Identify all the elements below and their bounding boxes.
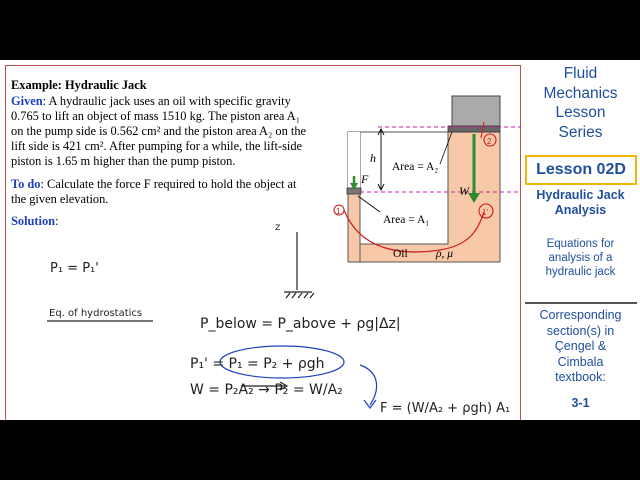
oil-label: Oil bbox=[393, 248, 408, 260]
series-line-4: Series bbox=[558, 123, 603, 141]
section-line-3: Çengel & bbox=[554, 339, 607, 353]
section-line-4: Cimbala bbox=[557, 354, 604, 369]
given-line-2: 0.765 to lift an object of mass 1510 kg. The piston area A₁ bbox=[11, 109, 301, 123]
given-line-4: lift side is 421 cm². After pumping for a while, the lift-side bbox=[11, 139, 303, 153]
hand-weight-relation: W = P₂A₂ → P₂ = W/A₂ bbox=[190, 382, 343, 398]
lesson-badge: Lesson 02D bbox=[525, 155, 637, 185]
sidebar-divider bbox=[525, 302, 637, 304]
height-label: h bbox=[370, 151, 376, 165]
ground-hatch bbox=[286, 293, 314, 298]
section-line-5: textbook: bbox=[555, 370, 606, 384]
hand-hydrostatic-formula: P_below = P_above + ρg|Δz| bbox=[200, 316, 401, 332]
todo-line-2: the given elevation. bbox=[11, 192, 109, 206]
lesson-description bbox=[521, 237, 640, 279]
desc-line-3: hydraulic jack bbox=[545, 266, 616, 278]
area2-label: Area = A₂ bbox=[392, 161, 439, 173]
example-title: Example: Hydraulic Jack bbox=[11, 78, 147, 92]
textbook-sections bbox=[521, 308, 640, 386]
lesson-sidebar bbox=[521, 60, 640, 420]
topic-line-2: Analysis bbox=[554, 203, 607, 217]
section-line-2: section(s) in bbox=[546, 323, 615, 338]
hand-p1-equality: P₁ = P₁' bbox=[50, 261, 99, 276]
hand-eq-hydrostatics: Eq. of hydrostatics bbox=[49, 308, 143, 319]
area1-label: Area = A₁ bbox=[383, 214, 430, 226]
point-1-label: 1 bbox=[336, 207, 341, 216]
desc-line-2: analysis of a bbox=[548, 252, 613, 264]
reservoir-void bbox=[360, 132, 448, 244]
point-2-label: 2 bbox=[487, 137, 492, 146]
series-line-3: Lesson bbox=[555, 104, 606, 121]
connector-arrow bbox=[360, 365, 377, 405]
solution-label: Solution bbox=[11, 214, 56, 228]
given-text-1: : A hydraulic jack uses an oil with specific gravity bbox=[42, 94, 291, 108]
lifted-object bbox=[452, 96, 500, 126]
z-axis-label: z bbox=[275, 222, 281, 233]
point-1p-label: 1' bbox=[482, 208, 488, 217]
series-line-1: Fluid bbox=[563, 65, 598, 82]
desc-line-1: Equations for bbox=[546, 238, 615, 250]
given-line-3: on the pump side is 0.562 cm² and the piston area A₂ on the bbox=[11, 124, 307, 138]
hand-final-force: F = (W/A₂ + ρgh) A₁ bbox=[380, 401, 511, 416]
lesson-topic bbox=[521, 188, 640, 218]
solution-colon: : bbox=[55, 214, 59, 228]
weight-label: W bbox=[459, 184, 469, 198]
series-title bbox=[521, 64, 640, 142]
todo-label: To do bbox=[11, 177, 41, 191]
section-line-1: Corresponding bbox=[539, 308, 622, 322]
topic-line-1: Hydraulic Jack bbox=[536, 188, 625, 202]
lesson-slide-frame bbox=[0, 60, 640, 420]
given-label: Given bbox=[11, 94, 43, 108]
section-number: 3-1 bbox=[571, 396, 590, 410]
hand-pressure-chain: P₁' = P₁ = P₂ + ρgh bbox=[190, 356, 325, 372]
series-line-2: Mechanics bbox=[543, 84, 618, 102]
todo-text-1: : Calculate the force F required to hold the object at bbox=[40, 177, 297, 191]
given-line-5: piston is 1.65 m higher than the pump piston. bbox=[11, 154, 236, 168]
oil-properties-label: ρ, μ bbox=[436, 248, 454, 260]
force-label: F bbox=[361, 172, 369, 186]
